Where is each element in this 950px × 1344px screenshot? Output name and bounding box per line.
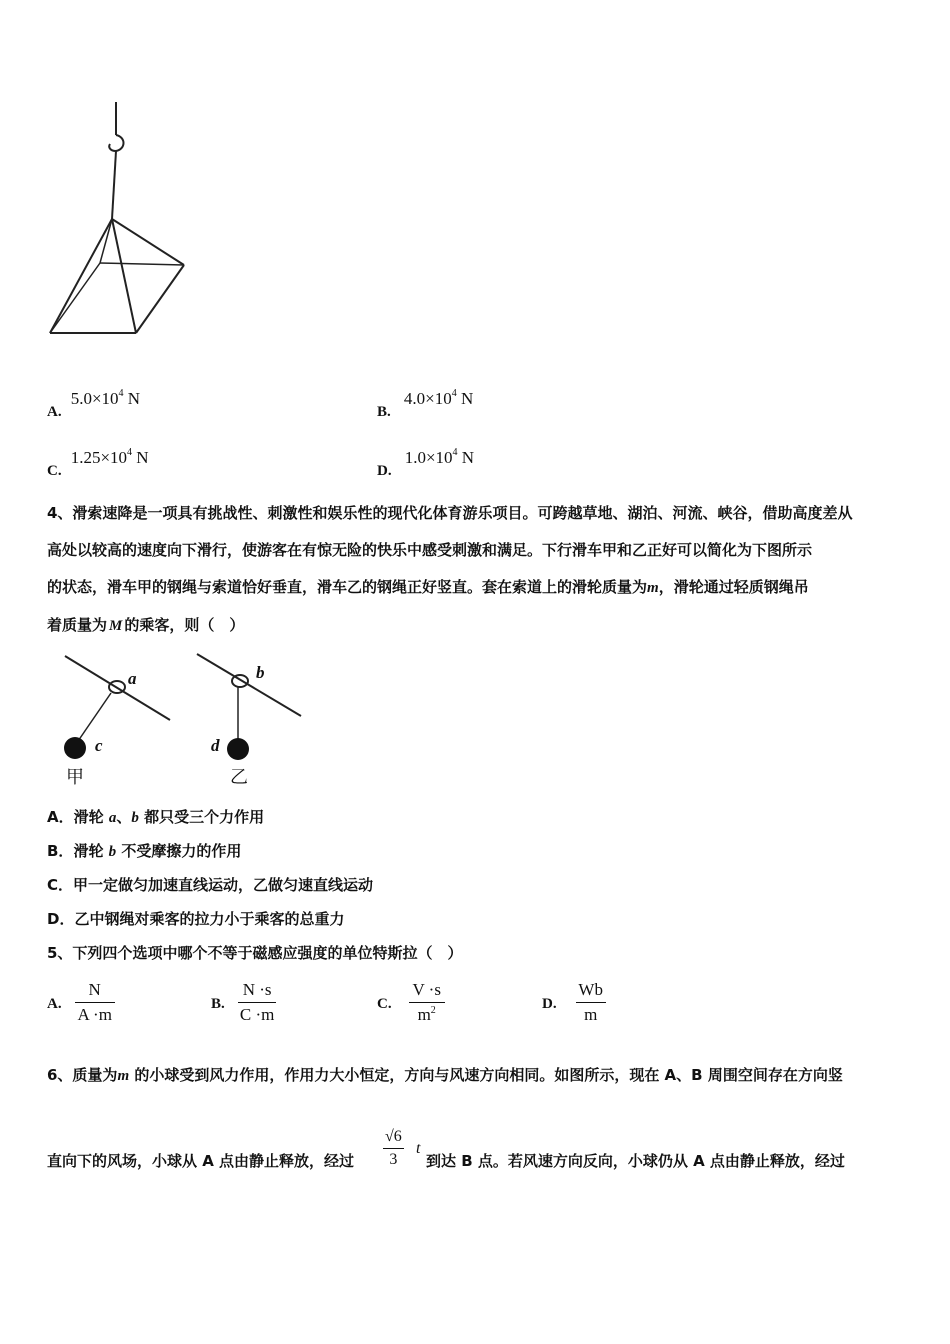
label-a: a <box>128 669 137 688</box>
option-value: $1.0\times 10^4$ N <box>404 447 475 467</box>
q6-stem-line-2-end: 到达 B 点。若风速方向反向，小球仍从 A 点由静止释放，经过 <box>426 1152 845 1170</box>
q5-option-a[interactable]: A. $\frac{N}{A \cdot m}$ <box>47 980 115 1025</box>
q4-option-a[interactable]: A．滑轮 a、b 都只受三个力作用 <box>47 808 265 826</box>
q6-stem-line-2: 直向下的风场，小球从 A 点由静止释放，经过 <box>47 1152 355 1170</box>
pulley-figure <box>55 648 325 788</box>
fraction: $\frac{N \cdot s}{C \cdot m}$ <box>239 980 275 1024</box>
q6-time-fraction <box>383 1128 404 1169</box>
option-value: $4.0\times 10^4$ N <box>403 388 474 408</box>
q5-stem: 5、下列四个选项中哪个不等于磁感应强度的单位特斯拉（ ） <box>47 944 463 962</box>
label-d: d <box>211 736 220 755</box>
q5-option-d[interactable]: D. $\frac{Wb}{m}$ <box>542 980 606 1025</box>
q6-stem-line-1: 6、质量为m 的小球受到风力作用，作用力大小恒定，方向与风速方向相同。如图所示，现在 A、B 周围空间存在方向竖 <box>47 1066 843 1084</box>
q5-option-c[interactable]: C. $\frac{V \cdot s}{m^2}$ <box>377 980 445 1025</box>
q3-option-d[interactable] <box>377 447 475 479</box>
q4-stem-line-2: 高处以较高的速度向下滑行，使游客在有惊无险的快乐中感受刺激和满足。下行滑车甲和乙正好可以简化为下图所示 <box>47 541 813 559</box>
time-variable: t <box>416 1140 421 1157</box>
q4-stem-line-1: 4、滑索速降是一项具有挑战性、刺激性和娱乐性的现代化体育游乐项目。可跨越草地、湖泊、河流、峡谷，借助高度差从 <box>47 504 853 522</box>
label-yi: 乙 <box>230 767 248 788</box>
hook-pyramid-figure <box>40 95 240 355</box>
option-value: $5.0\times 10^4$ N <box>70 388 141 408</box>
q4-stem-line-3: 的状态，滑车甲的钢绳与索道恰好垂直，滑车乙的钢绳正好竖直。套在索道上的滑轮质量为m，滑轮通过轻质钢绳吊 <box>47 578 809 596</box>
q3-option-a[interactable] <box>47 388 141 420</box>
fraction: $\frac{V \cdot s}{m^2}$ <box>409 980 445 1025</box>
q5-option-b[interactable]: B. $\frac{N \cdot s}{C \cdot m}$ <box>211 980 275 1024</box>
label-c: c <box>95 736 103 755</box>
option-letter: A. <box>47 404 62 420</box>
fraction: $\frac{Wb}{m}$ <box>576 980 606 1025</box>
q3-option-b[interactable] <box>377 388 474 420</box>
q4-stem-line-4: 着质量为 M 的乘客，则（ ） <box>47 616 245 634</box>
option-letter: D. <box>377 463 392 479</box>
option-value: $1.25\times 10^4$ N <box>70 447 149 467</box>
fraction: $\frac{√6}{3}$ <box>385 1128 402 1168</box>
option-letter: C. <box>47 463 62 479</box>
q4-option-b[interactable]: B．滑轮 b 不受摩擦力的作用 <box>47 842 242 860</box>
option-letter: B. <box>377 404 391 420</box>
q4-option-d[interactable]: D．乙中钢绳对乘客的拉力小于乘客的总重力 <box>47 910 345 928</box>
q4-option-c[interactable]: C．甲一定做匀加速直线运动，乙做匀速直线运动 <box>47 876 374 894</box>
label-b: b <box>256 663 265 682</box>
label-jia: 甲 <box>66 767 84 788</box>
q3-option-c[interactable] <box>47 447 149 479</box>
fraction: $\frac{N}{A \cdot m}$ <box>75 980 115 1025</box>
